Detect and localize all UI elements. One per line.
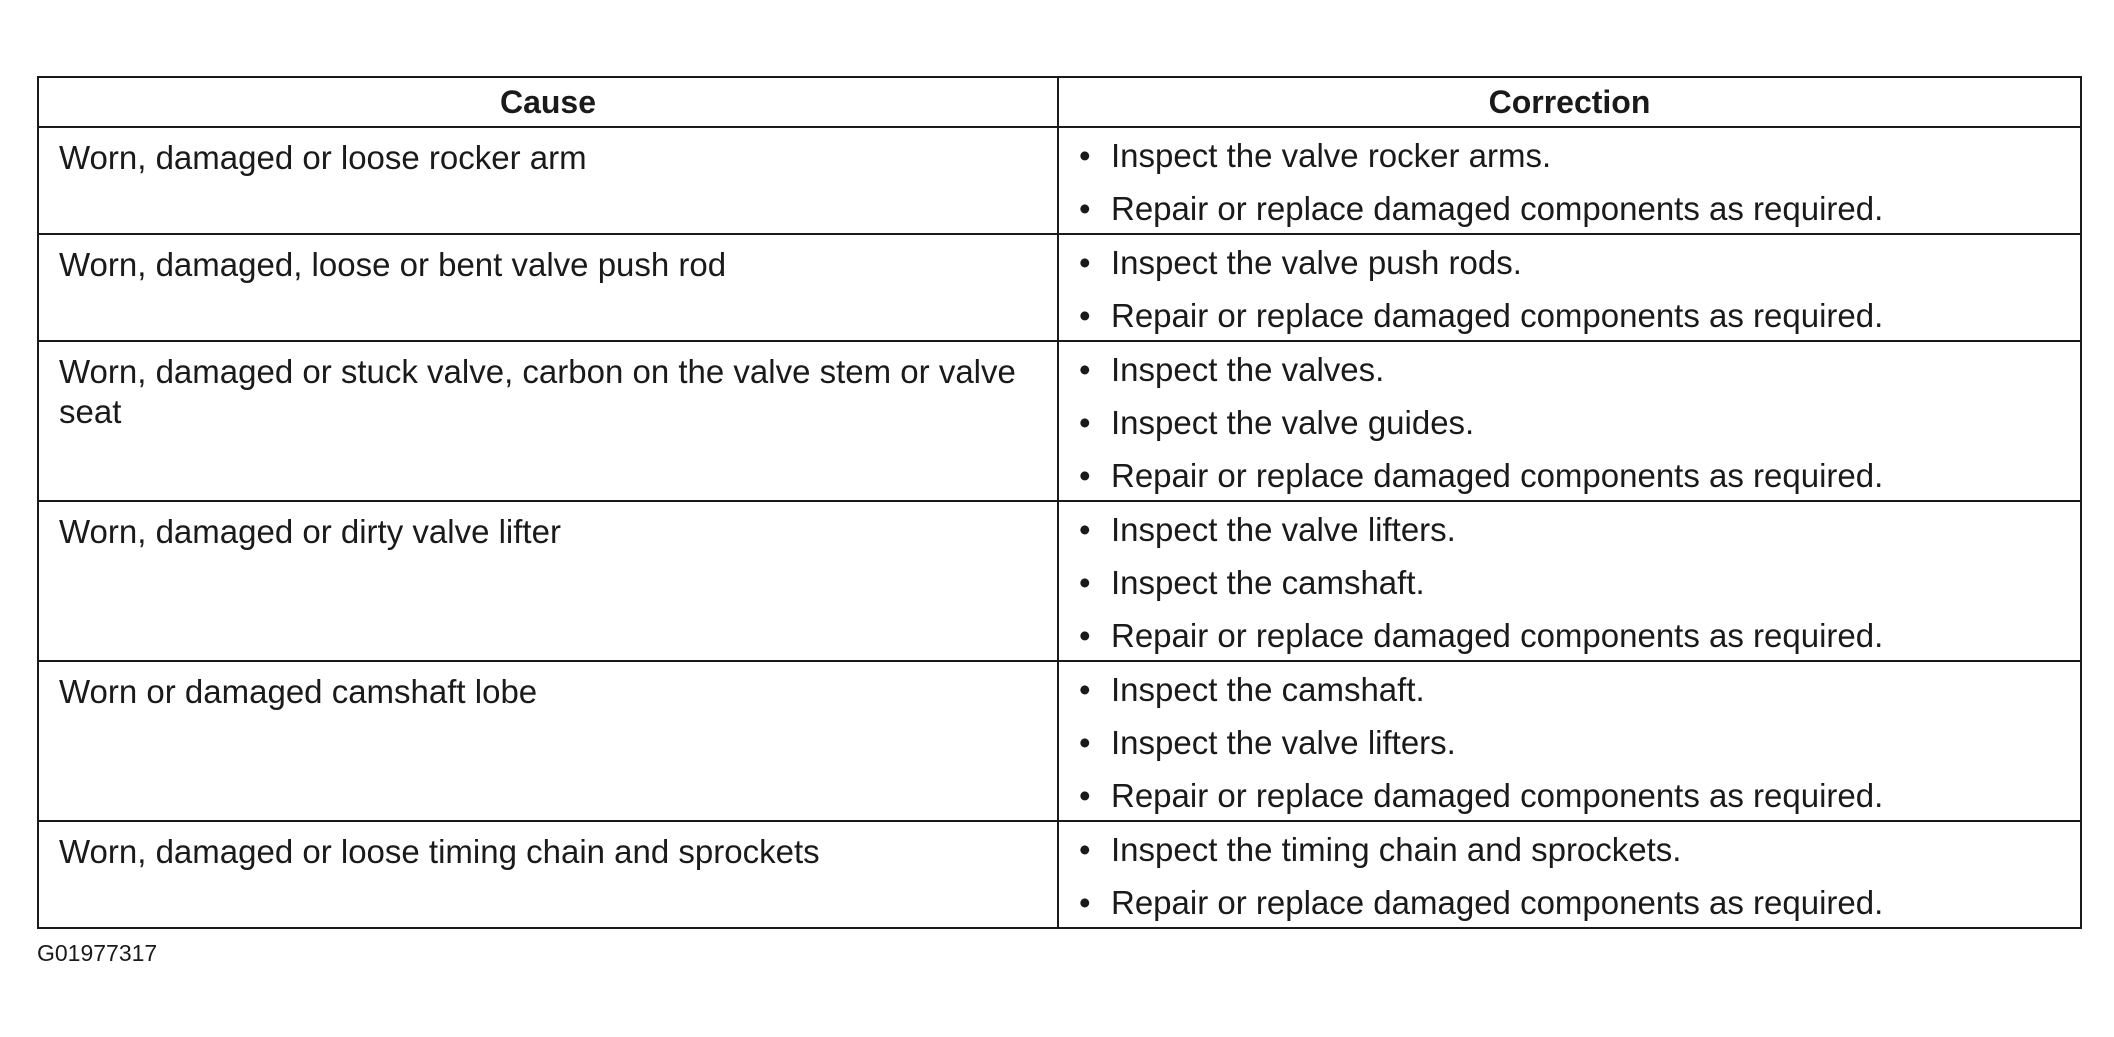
- table-row: [38, 501, 2081, 661]
- correction-item: • Repair or replace damaged components as required.: [1111, 616, 2060, 656]
- correction-item: • Inspect the camshaft.: [1111, 563, 2060, 603]
- table-header-row: [38, 77, 2081, 127]
- correction-cell: [1058, 127, 2081, 234]
- cause-cell: Worn, damaged or loose rocker arm: [38, 127, 1058, 234]
- correction-item: • Repair or replace damaged components as required.: [1111, 883, 2060, 923]
- correction-item: • Inspect the camshaft.: [1111, 670, 2060, 710]
- correction-list: [1111, 830, 2060, 923]
- correction-item: • Repair or replace damaged components as required.: [1111, 456, 2060, 496]
- correction-item: • Inspect the valve push rods.: [1111, 243, 2060, 283]
- correction-item: • Inspect the valve lifters.: [1111, 723, 2060, 763]
- correction-item: • Repair or replace damaged components as required.: [1111, 296, 2060, 336]
- correction-list: [1111, 136, 2060, 229]
- correction-item: • Inspect the valves.: [1111, 350, 2060, 390]
- table-row: [38, 234, 2081, 341]
- cause-cell: Worn, damaged, loose or bent valve push rod: [38, 234, 1058, 341]
- correction-cell: [1058, 234, 2081, 341]
- table-row: [38, 661, 2081, 821]
- header-correction: Correction: [1058, 77, 2081, 127]
- correction-item: • Inspect the valve guides.: [1111, 403, 2060, 443]
- figure-id-caption: G01977317: [37, 940, 158, 966]
- correction-cell: [1058, 661, 2081, 821]
- cause-cell: Worn or damaged camshaft lobe: [38, 661, 1058, 821]
- correction-item: • Inspect the timing chain and sprockets.: [1111, 830, 2060, 870]
- correction-item: • Repair or replace damaged components as required.: [1111, 776, 2060, 816]
- header-cause: Cause: [38, 77, 1058, 127]
- correction-list: [1111, 243, 2060, 336]
- cause-cell: Worn, damaged or dirty valve lifter: [38, 501, 1058, 661]
- table-body: [38, 127, 2081, 928]
- correction-list: [1111, 670, 2060, 816]
- table-row: [38, 127, 2081, 234]
- correction-list: [1111, 350, 2060, 496]
- cause-cell: Worn, damaged or loose timing chain and sprockets: [38, 821, 1058, 928]
- correction-cell: [1058, 821, 2081, 928]
- cause-correction-table: [37, 76, 2082, 929]
- correction-cell: [1058, 341, 2081, 501]
- correction-list: [1111, 510, 2060, 656]
- correction-item: • Inspect the valve rocker arms.: [1111, 136, 2060, 176]
- correction-item: • Inspect the valve lifters.: [1111, 510, 2060, 550]
- table-row: [38, 821, 2081, 928]
- cause-cell: Worn, damaged or stuck valve, carbon on the valve stem or valve seat: [38, 341, 1058, 501]
- correction-cell: [1058, 501, 2081, 661]
- table-row: [38, 341, 2081, 501]
- correction-item: • Repair or replace damaged components as required.: [1111, 189, 2060, 229]
